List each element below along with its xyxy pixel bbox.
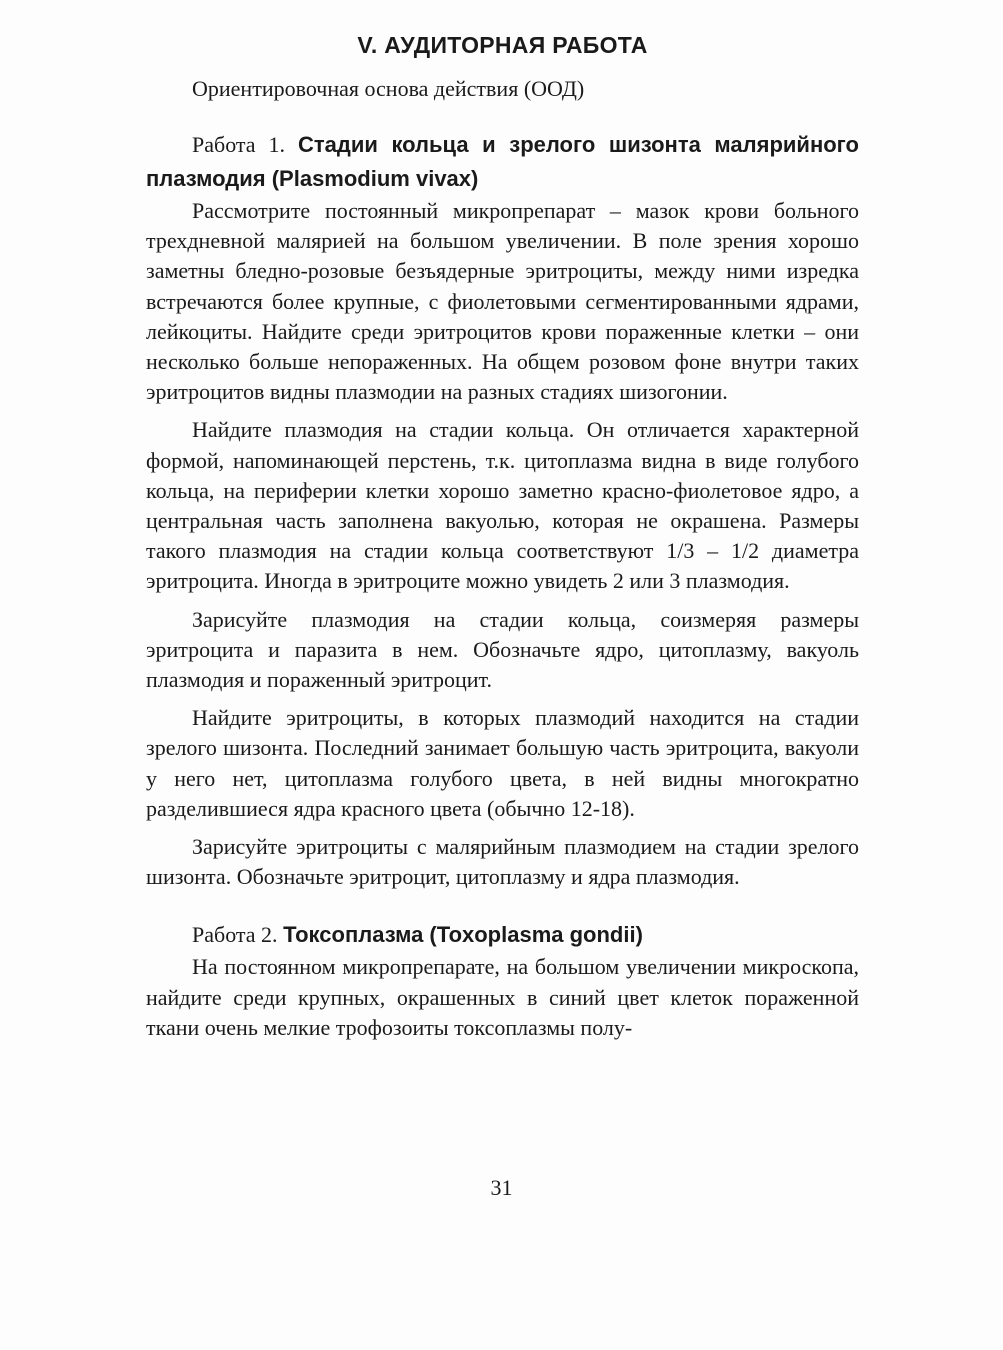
work1-prefix: Работа 1. (192, 132, 298, 157)
work1-title-text: Стадии кольца и зрелого шизонта малярийного плазмодия (Plasmodium vivax) (146, 132, 859, 191)
page-content (146, 28, 859, 1051)
work1-title (146, 128, 859, 196)
work2-paragraph-1: На постоянном микропрепарате, на большом увеличении микроскопа, найдите среди крупных, окрашенных в синий цвет клеток пораженной ткани очень мелкие трофозоиты токсоплазмы полу- (146, 954, 859, 1040)
work2-title-text: Токсоплазма (Toxoplasma gondii) (283, 922, 643, 948)
work1-paragraph-1: Рассмотрите постоянный микропрепарат – мазок крови больного трехдневной малярией на большом увеличении. В поле зрения хорошо заметны бледно-розовые безъядерные эритроциты, между ними изредка встречаются более крупные, с фиолетовыми сегментированными ядрами, лейкоциты. Найдите среди эритроцитов крови пораженные клетки – они несколько больше непораженных. На общем розовом фоне внутри таких эритроцитов видны плазмодии на разных стадиях шизогонии. (146, 198, 859, 405)
page-number: 31 (490, 1175, 513, 1200)
work1-paragraph-3: Зарисуйте плазмодия на стадии кольца, соизмеряя размеры эритроцита и паразита в нем. Обозначьте ядро, цитоплазму, вакуоль плазмодия и пораженный эритроцит. (146, 606, 859, 693)
work2-title (146, 918, 859, 952)
work2-prefix: Работа 2. (192, 922, 284, 948)
ood-subtitle: Ориентировочная основа действия (ООД) (192, 76, 585, 101)
work1-paragraph-4: Найдите эритроциты, в которых плазмодий находится на стадии зрелого шизонта. Последний занимает большую часть эритроцита, вакуоли у него нет, цитоплазма голубого цвета, в ней видны многократно разделившиеся ядра красного цвета (обычно 12-18). (146, 705, 859, 821)
section-heading: V. АУДИТОРНАЯ РАБОТА (357, 32, 648, 58)
work1-paragraph-2: Найдите плазмодия на стадии кольца. Он отличается характерной формой, напоминающей перстень, т.к. цитоплазма видна в виде голубого кольца, на периферии клетки хорошо заметно красно-фиолетовое ядро, а центральная часть заполнена вакуолью, которая не окрашена. Размеры такого плазмодия на стадии кольца соответствуют 1/3 – 1/2 диаметра эритроцита. Иногда в эритроците можно увидеть 2 или 3 плазмодия. (146, 417, 859, 594)
work1-paragraph-5: Зарисуйте эритроциты с малярийным плазмодием на стадии зрелого шизонта. Обозначьте эритроцит, цитоплазму и ядра плазмодия. (146, 834, 859, 890)
